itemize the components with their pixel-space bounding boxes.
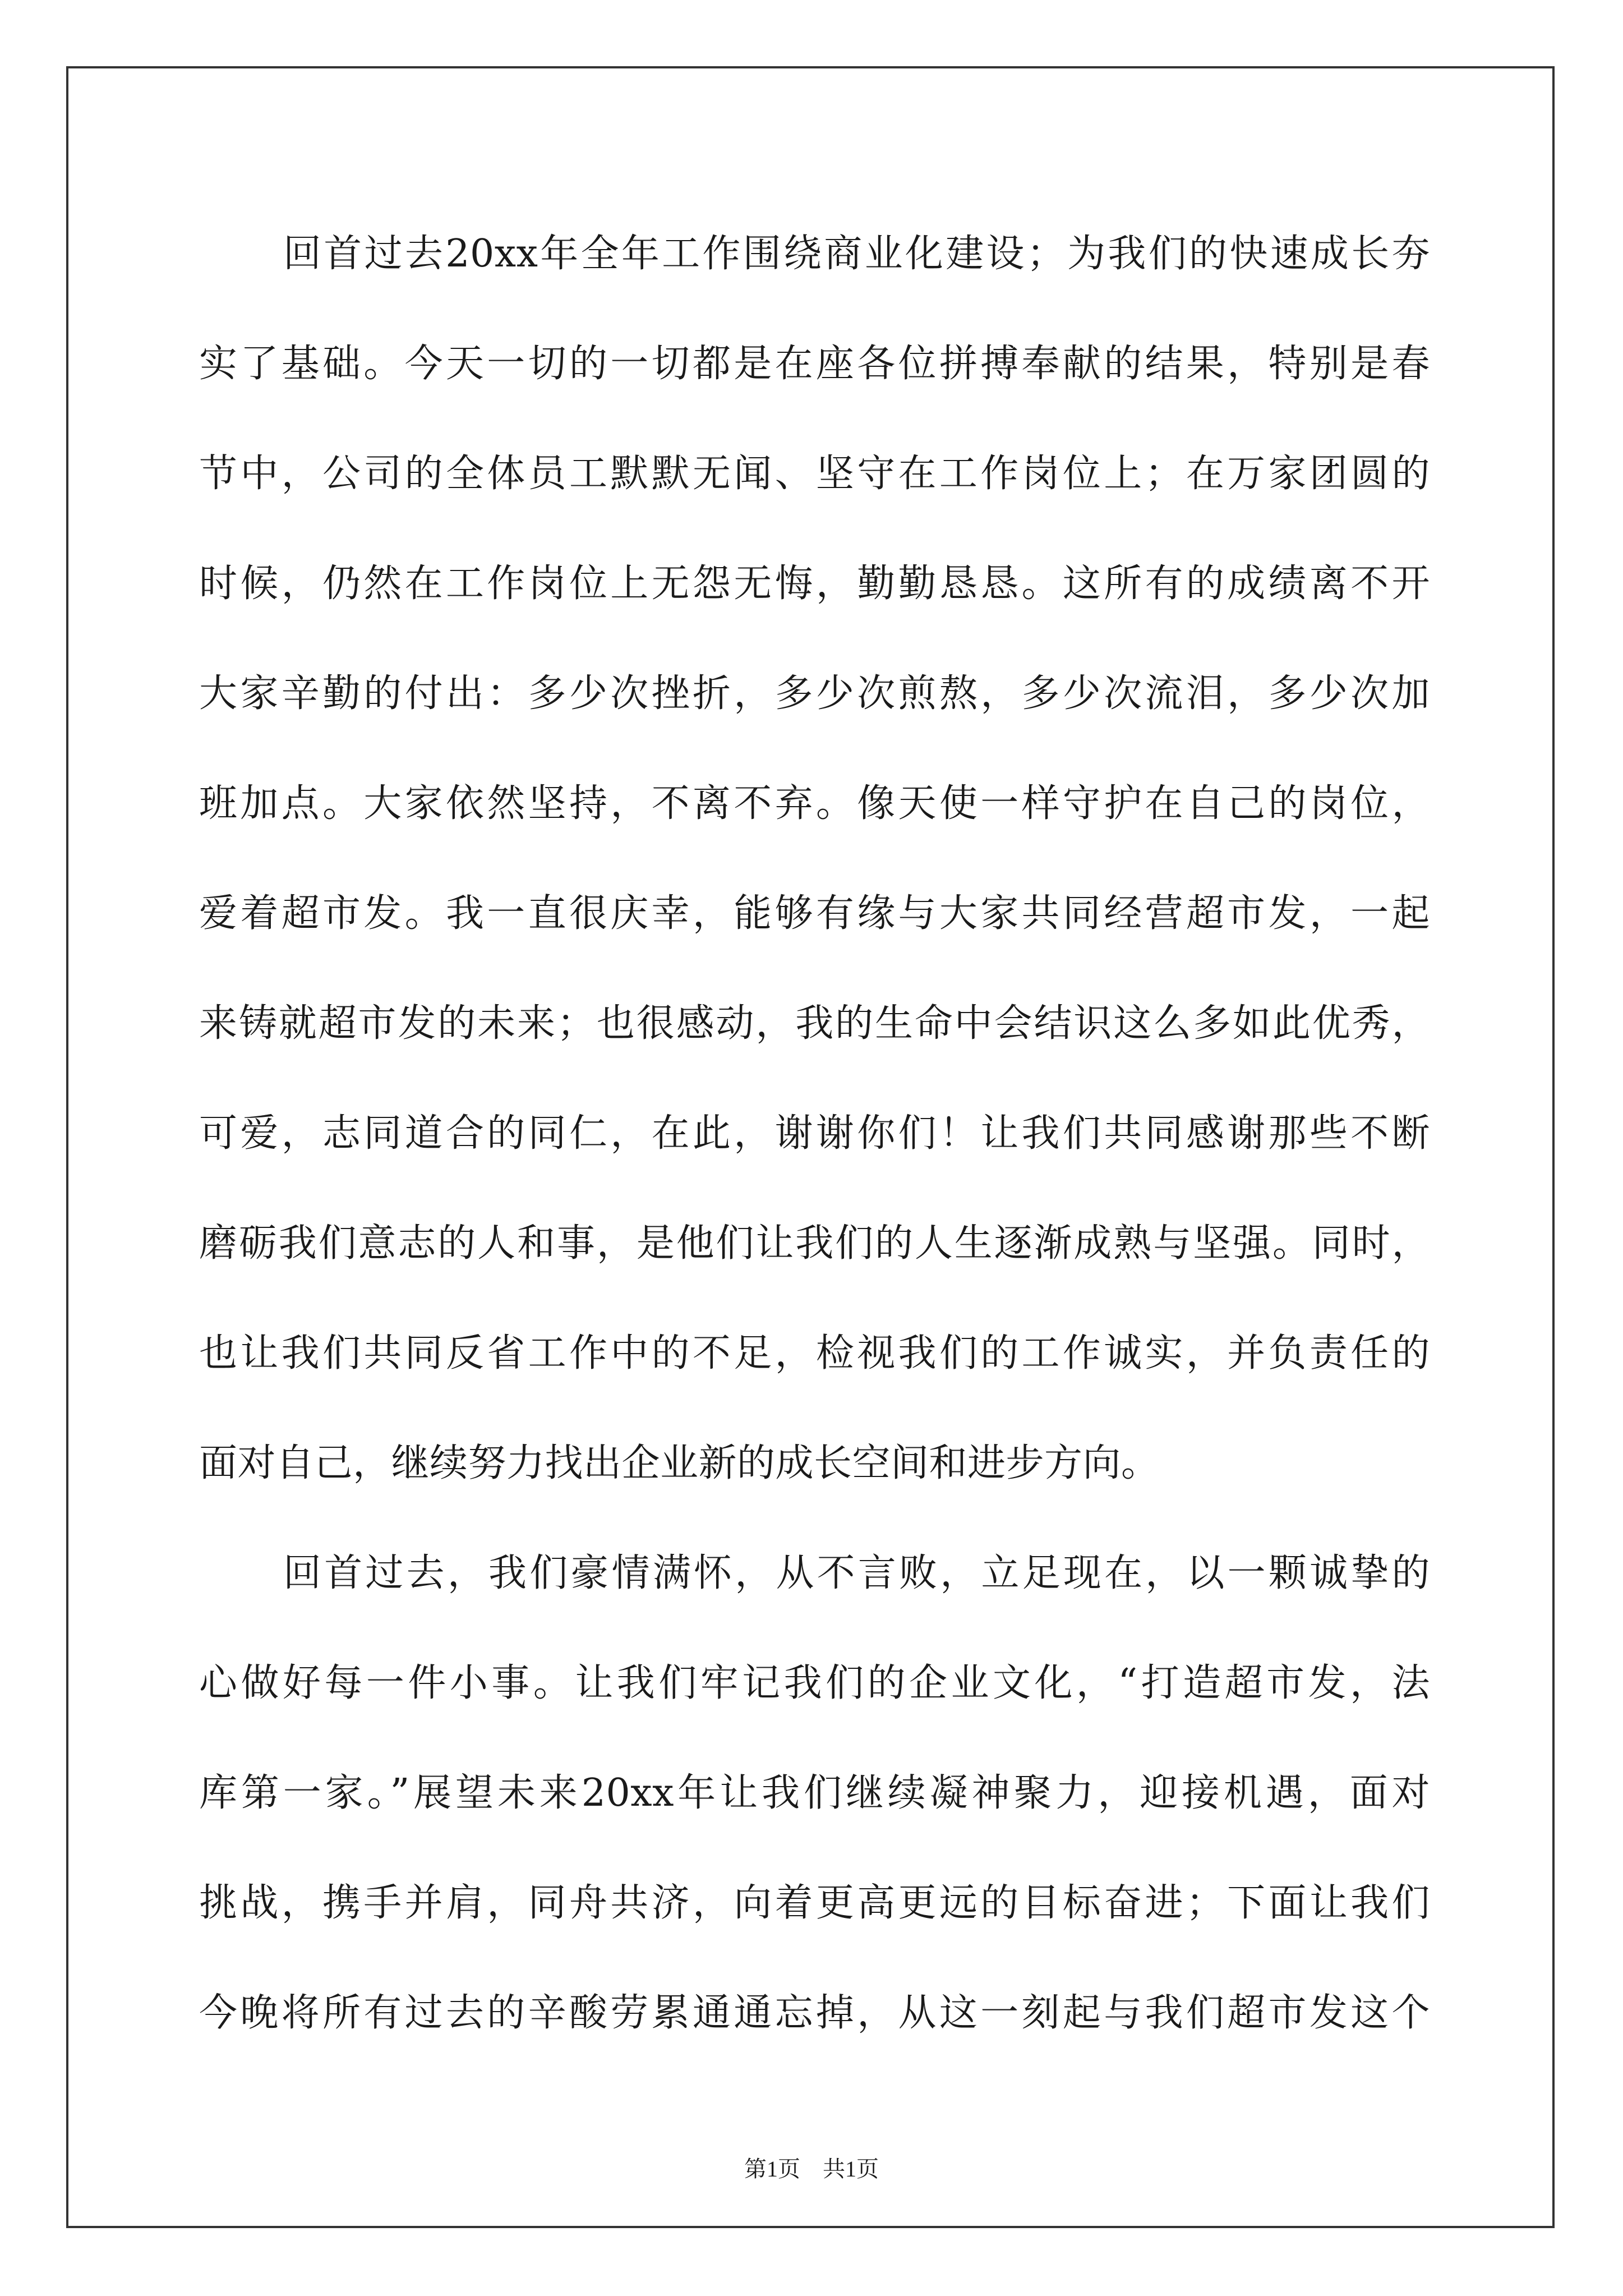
paragraph-1-line-9: 可爱，志同道合的同仁，在此，谢谢你们！让我们共同感谢那些不断 xyxy=(199,1111,1430,1156)
paragraph-1-line-6: 班加点。大家依然坚持，不离不弃。像天使一样守护在自己的岗位， xyxy=(199,781,1430,826)
paragraph-2-line-1: 回首过去，我们豪情满怀，从不言败，立足现在，以一颗诚挚的 xyxy=(283,1551,1430,1595)
paragraph-2-line-2: 心做好每一件小事。让我们牢记我们的企业文化，“打造超市发，法 xyxy=(199,1661,1430,1705)
page-footer xyxy=(0,2151,1623,2183)
paragraph-1-line-5: 大家辛勤的付出：多少次挫折，多少次煎熬，多少次流泪，多少次加 xyxy=(199,671,1430,716)
paragraph-1-line-7: 爱着超市发。我一直很庆幸，能够有缘与大家共同经营超市发，一起 xyxy=(199,891,1430,936)
paragraph-1-line-4: 时候，仍然在工作岗位上无怨无悔，勤勤恳恳。这所有的成绩离不开 xyxy=(199,562,1430,606)
paragraph-1-line-8: 来铸就超市发的未来；也很感动，我的生命中会结识这么多如此优秀， xyxy=(199,1001,1430,1046)
paragraph-1-line-12: 面对自己，继续努力找出企业新的成长空间和进步方向。 xyxy=(199,1441,1160,1485)
page-number-current: 第1页 xyxy=(744,2156,800,2182)
paragraph-2-line-3: 库第一家。”展望未来20xx年让我们继续凝神聚力，迎接机遇，面对 xyxy=(199,1771,1430,1815)
document-body xyxy=(199,199,1430,2068)
page-number-total: 共1页 xyxy=(823,2156,879,2182)
paragraph-1-line-11: 也让我们共同反省工作中的不足，检视我们的工作诚实，并负责任的 xyxy=(199,1331,1430,1375)
paragraph-1-line-2: 实了基础。今天一切的一切都是在座各位拼搏奉献的结果，特别是春 xyxy=(199,342,1430,386)
paragraph-2-line-5: 今晚将所有过去的辛酸劳累通通忘掉，从这一刻起与我们超市发这个 xyxy=(199,1991,1430,2035)
paragraph-1-line-3: 节中，公司的全体员工默默无闻、坚守在工作岗位上；在万家团圆的 xyxy=(199,452,1430,496)
paragraph-2-line-4: 挑战，携手并肩，同舟共济，向着更高更远的目标奋进；下面让我们 xyxy=(199,1881,1430,1925)
paragraph-1-line-1: 回首过去20xx年全年工作围绕商业化建设；为我们的快速成长夯 xyxy=(283,232,1430,276)
paragraph-1-line-10: 磨砺我们意志的人和事，是他们让我们的人生逐渐成熟与坚强。同时， xyxy=(199,1221,1430,1266)
